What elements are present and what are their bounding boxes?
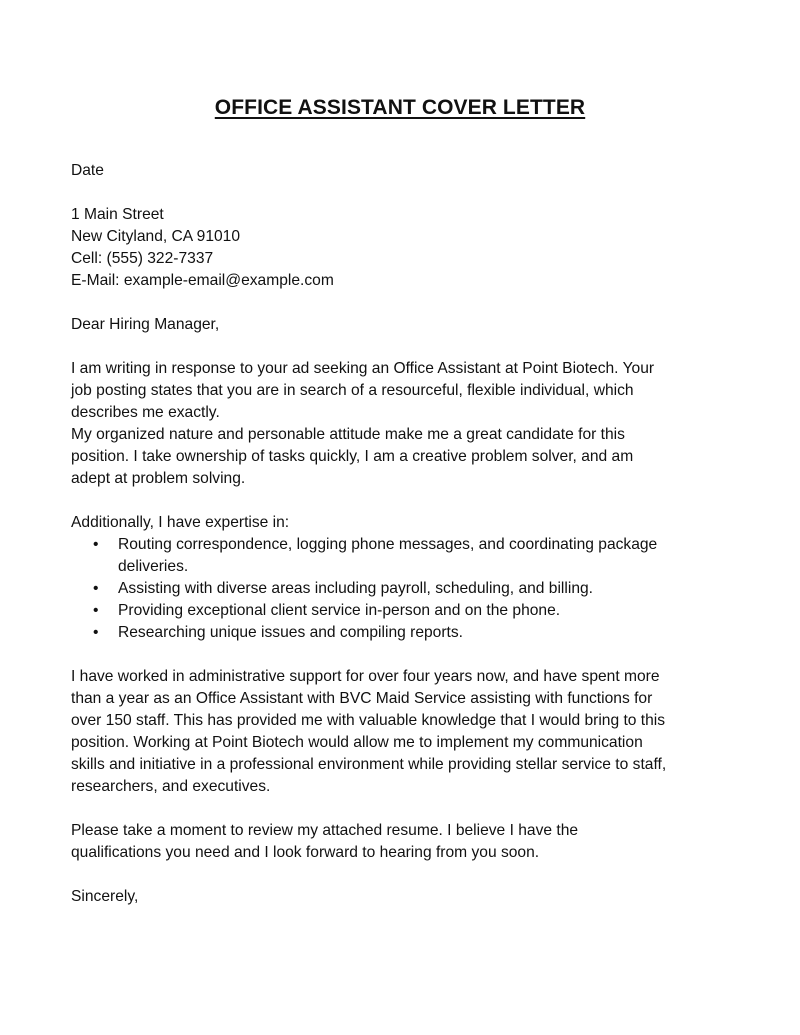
- address-email: E-Mail: example-email@example.com: [71, 272, 334, 289]
- list-item: [71, 578, 731, 600]
- spacer: [71, 798, 731, 820]
- experience-paragraph: [71, 666, 731, 798]
- list-item: [71, 534, 731, 578]
- list-item-line: deliveries.: [118, 558, 189, 575]
- letter-body: [71, 160, 731, 908]
- paragraph-line: researchers, and executives.: [71, 778, 271, 795]
- list-item-line: Assisting with diverse areas including payroll, scheduling, and billing.: [118, 580, 594, 597]
- paragraph-line: skills and initiative in a professional environment while providing stellar service to staff,: [71, 756, 667, 773]
- paragraph-line: than a year as an Office Assistant with BVC Maid Service assisting with functions for: [71, 690, 653, 707]
- list-item: [71, 622, 731, 644]
- salutation: Dear Hiring Manager,: [71, 316, 220, 333]
- address-street: 1 Main Street: [71, 206, 164, 223]
- spacer: [71, 336, 731, 358]
- bullet-icon: •: [93, 580, 99, 597]
- list-item: [71, 600, 731, 622]
- expertise-intro: Additionally, I have expertise in:: [71, 514, 290, 531]
- list-item-line: Researching unique issues and compiling reports.: [118, 624, 463, 641]
- paragraph-line: over 150 staff. This has provided me with valuable knowledge that I would bring to this: [71, 712, 666, 729]
- paragraph-line: job posting states that you are in search of a resourceful, flexible individual, which: [71, 382, 634, 399]
- paragraph-line: describes me exactly.: [71, 404, 220, 421]
- bullet-icon: •: [93, 624, 99, 641]
- sender-address: [71, 204, 731, 292]
- spacer: [71, 182, 731, 204]
- paragraph-line: adept at problem solving.: [71, 470, 246, 487]
- intro-paragraph: [71, 358, 731, 490]
- sign-off: Sincerely,: [71, 888, 139, 905]
- spacer: [71, 864, 731, 886]
- paragraph-line: qualifications you need and I look forward to hearing from you soon.: [71, 844, 540, 861]
- bullet-icon: •: [93, 602, 99, 619]
- list-item-line: Providing exceptional client service in-person and on the phone.: [118, 602, 561, 619]
- list-item-line: Routing correspondence, logging phone messages, and coordinating package: [118, 536, 658, 553]
- paragraph-line: position. I take ownership of tasks quickly, I am a creative problem solver, and am: [71, 448, 634, 465]
- document-title: OFFICE ASSISTANT COVER LETTER: [214, 96, 586, 119]
- spacer: [71, 292, 731, 314]
- expertise-list: [71, 534, 731, 644]
- address-cell: Cell: (555) 322-7337: [71, 250, 214, 267]
- paragraph-line: I have worked in administrative support for over four years now, and have spent more: [71, 668, 660, 685]
- spacer: [71, 490, 731, 512]
- bullet-icon: •: [93, 536, 99, 553]
- paragraph-line: I am writing in response to your ad seeking an Office Assistant at Point Biotech. Your: [71, 360, 655, 377]
- paragraph-line: position. Working at Point Biotech would allow me to implement my communication: [71, 734, 643, 751]
- address-city: New Cityland, CA 91010: [71, 228, 241, 245]
- paragraph-line: Please take a moment to review my attached resume. I believe I have the: [71, 822, 579, 839]
- closing-paragraph: [71, 820, 731, 864]
- spacer: [71, 644, 731, 666]
- date-label: Date: [71, 162, 104, 179]
- paragraph-line: My organized nature and personable attitude make me a great candidate for this: [71, 426, 625, 443]
